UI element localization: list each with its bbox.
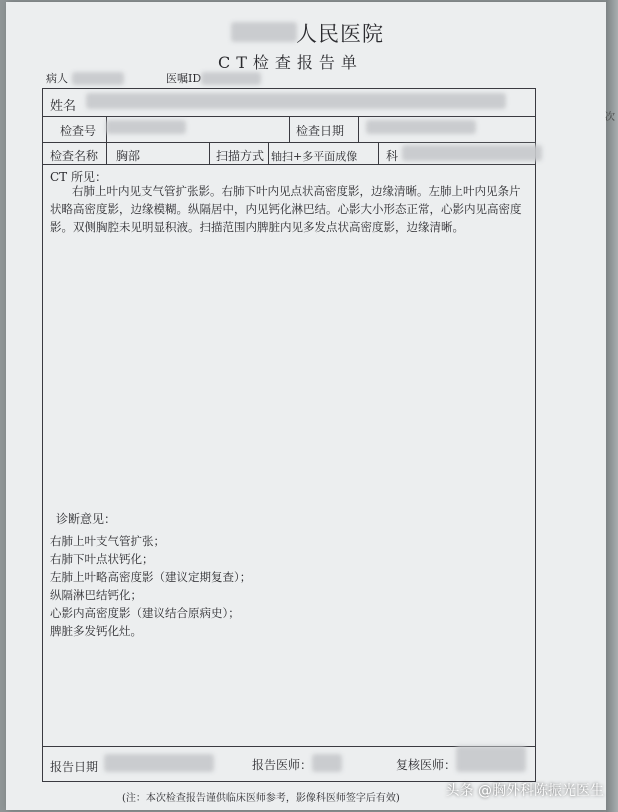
watermark: 头条 @胸外科陈振光医生 [445,783,604,799]
redacted-exam-no [106,120,186,134]
footer-note: (注：本次检查报告谨供临床医师参考，影像科医师签字后有效) [122,793,400,804]
redacted-patient-id [72,72,124,85]
redacted-name-row [86,93,506,109]
diagnosis-item: 心影内高密度影（建议结合原病史）； [50,606,240,620]
redacted-reporting-doctor [312,754,342,772]
redacted-report-date [104,754,214,772]
col-divider [209,142,210,164]
col-divider [378,142,379,164]
exam-name-value: 胸部 [116,149,141,163]
report-paper [6,2,606,810]
exam-date-label: 检查日期 [296,124,345,138]
redacted-dept [402,145,542,161]
redacted-exam-date [366,120,476,134]
row-divider [43,164,535,165]
dept-label: 科 [386,149,399,163]
diagnosis-item: 右肺上叶支气管扩张； [50,534,165,548]
col-divider [289,116,290,142]
reviewing-doctor-label: 复核医师： [396,758,457,772]
reporting-doctor-label: 报告医师： [252,758,313,772]
exam-no-label: 检查号 [60,124,97,138]
hospital-name: 人民医院 [296,22,384,46]
diagnosis-item: 右肺下叶点状钙化； [50,552,154,566]
exam-name-label: 检查名称 [50,149,99,163]
diagnosis-list [50,532,251,640]
col-divider [268,142,269,164]
side-mark: 次 [605,112,615,123]
redacted-hospital-prefix [231,22,297,42]
order-id-label: 医嘱ID [166,72,202,85]
col-divider [358,116,359,142]
diagnosis-item: 纵隔淋巴结钙化； [50,588,142,602]
diagnosis-label: 诊断意见： [56,512,117,526]
diagnosis-item: 左肺上叶略高密度影（建议定期复查）； [50,570,252,584]
redacted-order-id [201,72,261,85]
patient-label: 病人 [46,72,68,85]
findings-text: 右肺上叶内见支气管扩张影。右肺下叶内见点状高密度影，边缘清晰。左肺上叶内见条片状略高密度影，边缘模糊。纵隔居中，内见钙化淋巴结。心影大小形态正常，心影内见高密度影。双侧胸腔未见明显积液。扫描范围内脾脏内见多发点状高密度影，边缘清晰。 [50,184,522,234]
name-label: 姓名 [50,99,77,114]
redacted-reviewing-doctor [456,746,526,772]
report-title: CT检查报告单 [218,53,363,72]
scan-method-label: 扫描方式 [216,149,265,163]
diagnosis-item: 脾脏多发钙化灶。 [50,624,142,638]
row-divider [43,142,535,143]
scan-method-value: 轴扫+多平面成像 [271,150,358,163]
findings-label: CT 所见： [50,170,108,184]
report-date-label: 报告日期 [50,760,99,774]
